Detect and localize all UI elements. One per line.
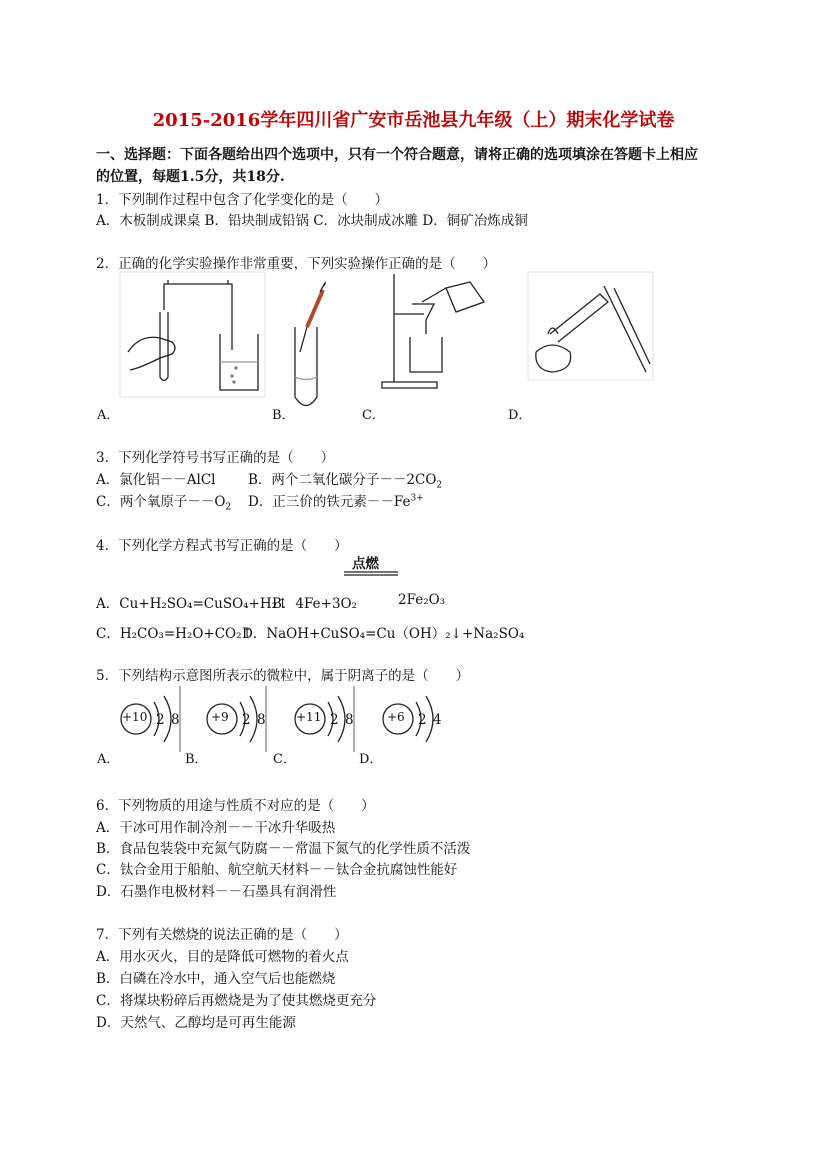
q3-option-a: A．氯化铝－－AlCl <box>96 472 216 488</box>
q4-condition-arrow <box>344 570 400 578</box>
q7-option-a: A．用水灭火，目的是降低可燃物的着火点 <box>96 949 349 965</box>
q4-option-a: A．Cu+H₂SO₄=CuSO₄+H₂↑ <box>96 596 289 612</box>
exam-title: 2015-2016学年四川省广安市岳池县九年级（上）期末化学试卷 <box>152 110 675 131</box>
q5-label-d: D． <box>359 752 383 767</box>
q3-option-b-sub: 2 <box>436 480 443 491</box>
q2-figure-c-filtration <box>382 272 487 392</box>
q1-options: A．木板制成课桌 B．铅块制成铅锅 C．冰块制成冰雕 D．铜矿冶炼成铜 <box>96 213 528 229</box>
q7-option-c: C．将煤块粉碎后再燃烧是为了使其燃烧更充分 <box>96 993 377 1009</box>
q7-option-b: B．白磷在冷水中，通入空气后也能燃烧 <box>96 971 336 987</box>
q6-option-c: C．钛合金用于船舶、航空航天材料－－钛合金抗腐蚀性能好 <box>96 862 458 878</box>
q3-option-c-sub: 2 <box>225 502 232 513</box>
q2-label-a: A． <box>97 408 120 423</box>
q2-figure-d-heating <box>528 272 653 382</box>
q2-label-c: C． <box>362 408 385 423</box>
q5-label-a: A． <box>97 752 120 767</box>
q5-d-nucleus: +6 <box>387 710 405 724</box>
q5-a-shell-2: 8 <box>171 712 180 728</box>
q2-figure-b-dropper <box>290 272 350 417</box>
q5-stem: 5．下列结构示意图所表示的微粒中，属于阴离子的是（ ） <box>96 668 470 684</box>
q7-stem: 7．下列有关燃烧的说法正确的是（ ） <box>96 927 348 943</box>
q4-option-d: D．NaOH+CuSO₄=Cu（OH）₂↓+Na₂SO₄ <box>242 626 525 642</box>
q6-option-b: B．食品包装袋中充氮气防腐－－常温下氮气的化学性质不活泼 <box>96 841 471 857</box>
q3-option-d-text: D．正三价的铁元素－－Fe <box>248 494 411 510</box>
q5-d-shell-2: 4 <box>433 712 442 728</box>
q2-label-b: B． <box>272 408 295 423</box>
q3-option-c <box>96 490 231 513</box>
q5-b-shell-2: 8 <box>257 712 266 728</box>
q4-condition-ignite: 点燃 <box>352 556 379 572</box>
q5-b-nucleus: +9 <box>211 710 229 724</box>
q5-a-shell-1: 2 <box>156 712 165 728</box>
q4-option-c: C．H₂CO₃=H₂O+CO₂↑ <box>96 626 253 642</box>
q5-c-shell-2: 8 <box>345 712 354 728</box>
q4-option-b-left: B．4Fe+3O₂ <box>272 596 358 612</box>
section-heading-line1: 一、选择题：下面各题给出四个选项中，只有一个符合题意，请将正确的选项填涂在答题卡上相应 <box>96 147 698 163</box>
q5-label-c: C． <box>273 752 296 767</box>
q5-c-shell-1: 2 <box>330 712 339 728</box>
q5-a-nucleus: +10 <box>122 710 148 724</box>
q5-c-nucleus: +11 <box>296 710 322 724</box>
q6-stem: 6．下列物质的用途与性质不对应的是（ ） <box>96 798 375 814</box>
q6-option-d: D．石墨作电极材料－－石墨具有润滑性 <box>96 884 337 900</box>
q5-label-b: B． <box>185 752 208 767</box>
section-heading-line2: 的位置，每题1.5分，共18分. <box>96 169 285 185</box>
q2-figure-a-airtightness-check <box>120 272 265 402</box>
q2-stem: 2．正确的化学实验操作非常重要，下列实验操作正确的是（ ） <box>96 256 497 272</box>
q3-option-d <box>248 490 424 510</box>
q6-option-a: A．干冰可用作制冷剂－－干冰升华吸热 <box>96 820 336 836</box>
q5-b-shell-1: 2 <box>242 712 251 728</box>
q4-option-b-right: 2Fe₂O₃ <box>398 592 446 608</box>
q3-option-d-sup: 3+ <box>410 493 424 504</box>
q4-stem: 4．下列化学方程式书写正确的是（ ） <box>96 538 348 554</box>
q2-label-d: D． <box>508 408 532 423</box>
q7-option-d: D．天然气、乙醇均是可再生能源 <box>96 1015 296 1031</box>
q1-stem: 1．下列制作过程中包含了化学变化的是（ ） <box>96 192 389 208</box>
q5-d-shell-1: 2 <box>418 712 427 728</box>
q3-stem: 3．下列化学符号书写正确的是（ ） <box>96 450 335 466</box>
q3-option-b <box>248 468 442 491</box>
q3-option-b-text: B．两个二氧化碳分子－－2CO <box>248 472 437 488</box>
q3-option-c-text: C．两个氧原子－－O <box>96 494 226 510</box>
